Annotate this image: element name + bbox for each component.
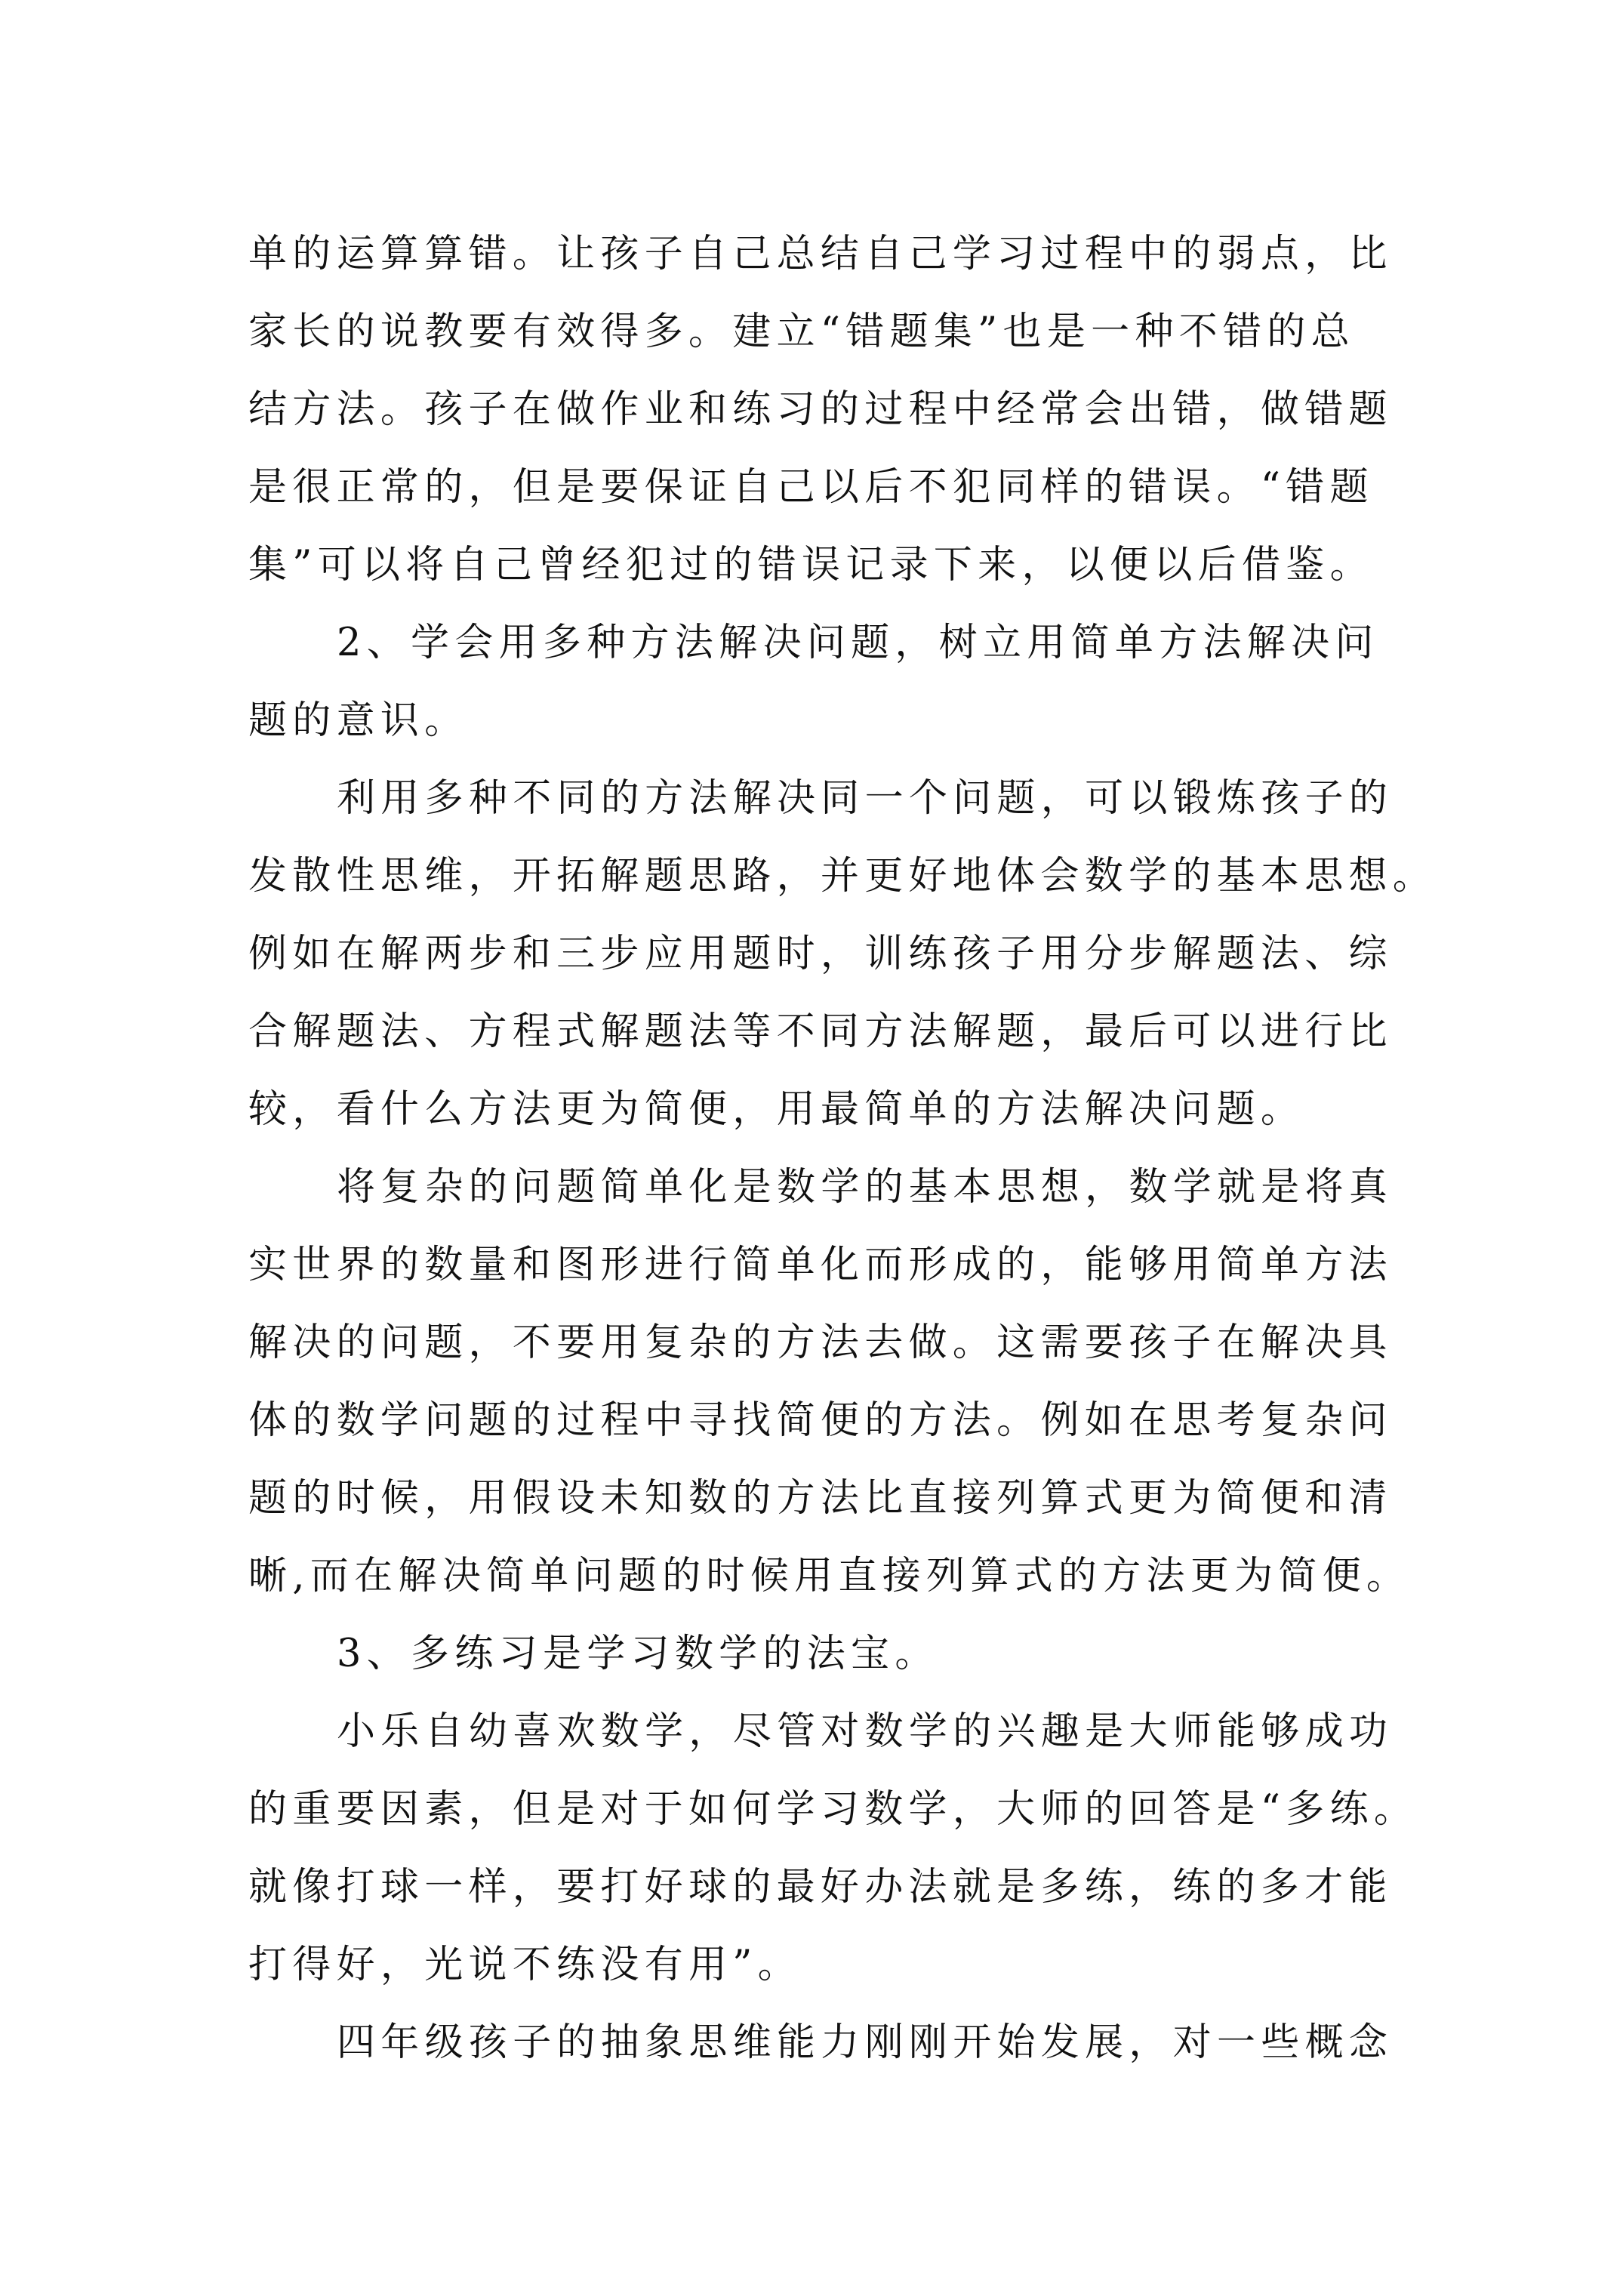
text-line: 结方法。孩子在做作业和练习的过程中经常会出错，做错题 [248, 387, 1393, 432]
text-line: 晰,而在解决简单问题的时候用直接列算式的方法更为简便。 [248, 1554, 1411, 1598]
text-line: 是很正常的，但是要保证自己以后不犯同样的错误。“错题 [248, 465, 1374, 510]
section-heading-2: 2、学会用多种方法解决问题，树立用简单方法解决问 [337, 621, 1379, 665]
text-line: 单的运算算错。让孩子自己总结自己学习过程中的弱点，比 [248, 232, 1393, 276]
text-line: 集”可以将自己曾经犯过的错误记录下来，以便以后借鉴。 [248, 543, 1374, 587]
text-line: 体的数学问题的过程中寻找简便的方法。例如在思考复杂问 [248, 1398, 1393, 1443]
text-line: 题的时候，用假设未知数的方法比直接列算式更为简便和清 [248, 1476, 1393, 1521]
section-heading-3: 3、多练习是学习数学的法宝。 [337, 1632, 939, 1676]
text-line: 实世界的数量和图形进行简单化而形成的，能够用简单方法 [248, 1243, 1393, 1287]
text-line: 就像打球一样，要打好球的最好办法就是多练，练的多才能 [248, 1865, 1393, 1909]
text-line: 合解题法、方程式解题法等不同方法解题，最后可以进行比 [248, 1009, 1393, 1054]
text-line: 例如在解两步和三步应用题时，训练孩子用分步解题法、综 [248, 932, 1393, 976]
paragraph-start: 利用多种不同的方法解决同一个问题，可以锻炼孩子的 [337, 776, 1394, 821]
paragraph-start: 四年级孩子的抽象思维能力刚刚开始发展，对一些概念 [337, 2020, 1394, 2065]
paragraph-start: 将复杂的问题简单化是数学的基本思想，数学就是将真 [337, 1165, 1394, 1210]
text-line: 较，看什么方法更为简便，用最简单的方法解决问题。 [248, 1087, 1305, 1132]
text-line: 发散性思维，开拓解题思路，并更好地体会数学的基本思想。 [248, 854, 1437, 898]
paragraph-start: 小乐自幼喜欢数学，尽管对数学的兴趣是大师能够成功 [337, 1709, 1394, 1754]
text-line: 的重要因素，但是对于如何学习数学，大师的回答是“多练。 [248, 1787, 1418, 1832]
text-line: 家长的说教要有效得多。建立“错题集”也是一种不错的总 [248, 310, 1355, 354]
text-line: 打得好，光说不练没有用”。 [248, 1943, 802, 1987]
text-line: 题的意识。 [248, 698, 469, 743]
text-line: 解决的问题，不要用复杂的方法去做。这需要孩子在解决具 [248, 1321, 1393, 1365]
